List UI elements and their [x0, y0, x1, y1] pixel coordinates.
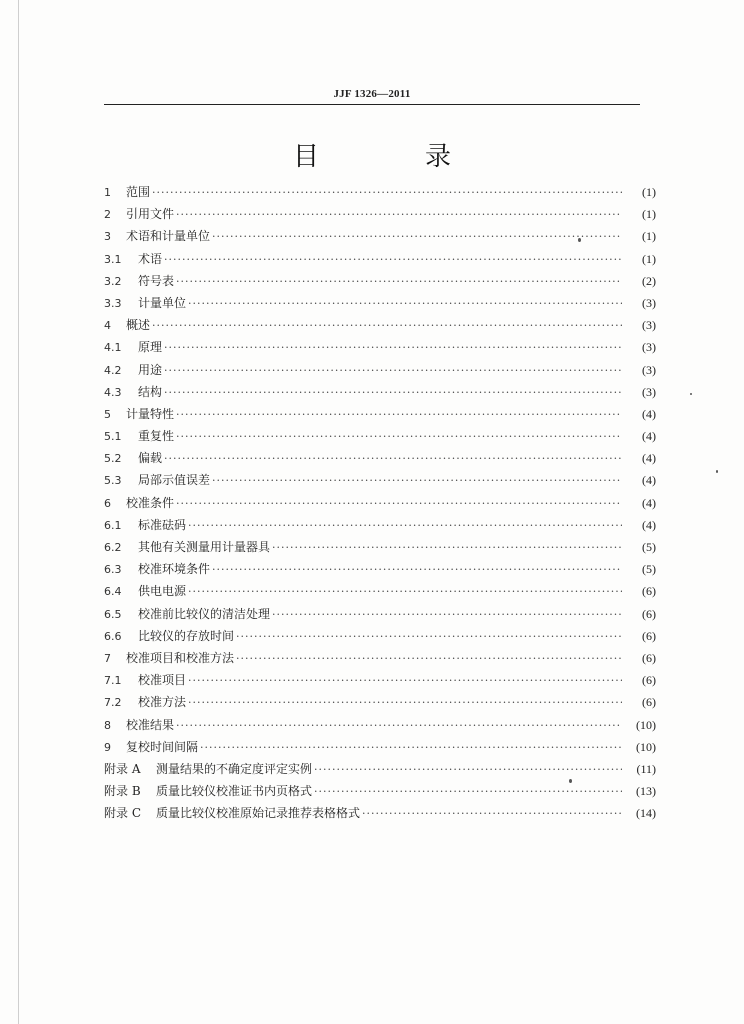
toc-entry-number: 7 — [104, 651, 111, 665]
toc-entry-number: 7.2 — [104, 696, 122, 710]
toc-entry-number: 6.1 — [104, 518, 122, 532]
toc-entry-title: 局部示值误差 — [138, 473, 211, 488]
toc-entry-page: (13) — [636, 784, 656, 799]
toc-entry-number: 3 — [104, 230, 111, 244]
toc-entry — [104, 338, 656, 360]
toc-entry-number: 8 — [104, 718, 111, 732]
toc-entry-page: (5) — [642, 562, 656, 577]
toc-entry-title: 计量特性 — [126, 406, 175, 421]
toc-entry-page: (1) — [642, 251, 656, 266]
toc-entry-title: 偏载 — [138, 451, 163, 466]
toc-entry — [104, 716, 656, 738]
toc-entry-page: (11) — [636, 761, 656, 776]
toc-entry — [104, 294, 656, 316]
toc-entry — [104, 183, 656, 205]
toc-entry-page: (3) — [642, 318, 656, 333]
toc-entry-title: 比较仪的存放时间 — [138, 628, 235, 643]
toc-entry-page: (10) — [636, 739, 656, 754]
toc-entry-number: 3.3 — [104, 296, 122, 310]
toc-dot-leader — [164, 341, 622, 355]
toc-entry-number: 5.2 — [104, 452, 122, 466]
toc-entry-page: (1) — [642, 207, 656, 222]
toc-entry-number: 4.1 — [104, 341, 122, 355]
toc-entry-number: 6.4 — [104, 585, 122, 599]
toc-dot-leader — [212, 230, 622, 244]
toc-entry-number: 3.2 — [104, 274, 122, 288]
toc-entry — [104, 449, 656, 471]
toc-entry-page: (4) — [642, 517, 656, 532]
toc-entry-number: 7.1 — [104, 674, 122, 688]
toc-dot-leader — [164, 386, 622, 400]
toc-dot-leader — [314, 763, 622, 777]
toc-entry — [104, 760, 656, 782]
toc-entry-title: 标准砝码 — [138, 517, 187, 532]
toc-entry — [104, 560, 656, 582]
toc-entry-number: 5 — [104, 407, 111, 421]
toc-entry-page: (3) — [642, 384, 656, 399]
toc-entry-page: (4) — [642, 451, 656, 466]
toc-entry — [104, 383, 656, 405]
toc-entry — [104, 427, 656, 449]
page-title: 目 录 — [292, 142, 491, 172]
toc-entry-number: 附录 C — [104, 806, 141, 821]
toc-entry-title: 校准方法 — [138, 695, 187, 710]
toc-dot-leader — [188, 519, 622, 533]
toc-entry-title: 复校时间间隔 — [126, 739, 199, 754]
toc-entry-number: 附录 A — [104, 761, 141, 776]
toc-dot-leader — [272, 541, 622, 555]
toc-entry-page: (4) — [642, 473, 656, 488]
toc-entry-number: 9 — [104, 740, 111, 754]
toc-entry-number: 6 — [104, 496, 111, 510]
toc-dot-leader — [236, 630, 622, 644]
toc-entry-title: 其他有关测量用计量器具 — [138, 540, 271, 554]
toc-entry-page: (5) — [642, 540, 656, 554]
toc-entry-number: 5.3 — [104, 474, 122, 488]
toc-entry-title: 计量单位 — [138, 295, 187, 310]
toc-entry-page: (10) — [636, 717, 656, 732]
toc-entry-title: 概述 — [126, 318, 151, 333]
toc-entry — [104, 671, 656, 693]
toc-entry — [104, 582, 656, 604]
toc-dot-leader — [176, 497, 622, 511]
toc-dot-leader — [188, 674, 622, 688]
toc-entry-number: 3.1 — [104, 252, 122, 266]
toc-entry-title: 术语和计量单位 — [126, 229, 211, 244]
toc-dot-leader — [188, 696, 622, 710]
toc-dot-leader — [176, 208, 622, 222]
toc-entry — [104, 516, 656, 538]
toc-entry-title: 用途 — [138, 362, 163, 377]
toc-entry-page: (4) — [642, 429, 656, 444]
toc-entry-title: 符号表 — [138, 273, 175, 288]
toc-entry-title: 质量比较仪校准证书内页格式 — [156, 784, 313, 799]
toc-entry-page: (4) — [642, 495, 656, 510]
toc-dot-leader — [212, 563, 622, 577]
toc-entry-number: 6.6 — [104, 629, 122, 643]
toc-entry-page: (6) — [642, 584, 656, 599]
toc-dot-leader — [164, 364, 622, 378]
toc-entry — [104, 250, 656, 272]
toc-entry-title: 校准环境条件 — [138, 562, 211, 577]
toc-entry-number: 6.5 — [104, 607, 122, 621]
toc-dot-leader — [176, 275, 622, 289]
toc-dot-leader — [164, 253, 622, 267]
toc-entry — [104, 782, 656, 804]
toc-entry — [104, 272, 656, 294]
toc-entry-title: 引用文件 — [126, 207, 175, 222]
toc-entry — [104, 205, 656, 227]
toc-entry-title: 结构 — [138, 384, 163, 399]
table-of-contents — [104, 183, 656, 826]
toc-entry-page: (6) — [642, 650, 656, 665]
toc-entry-title: 术语 — [138, 251, 163, 266]
toc-entry — [104, 227, 656, 249]
toc-dot-leader — [188, 297, 622, 311]
toc-entry-page: (1) — [642, 229, 656, 244]
toc-entry — [104, 804, 656, 826]
toc-entry-page: (6) — [642, 628, 656, 643]
toc-entry-number: 1 — [104, 186, 111, 199]
toc-entry-page: (3) — [642, 362, 656, 377]
toc-dot-leader — [176, 719, 622, 733]
scan-speck — [716, 470, 718, 473]
toc-entry — [104, 605, 656, 627]
toc-entry-page: (2) — [642, 273, 656, 288]
toc-dot-leader — [314, 785, 622, 799]
standard-code: JJF 1326—2011 — [333, 88, 411, 100]
toc-dot-leader — [152, 186, 622, 200]
toc-entry — [104, 316, 656, 338]
toc-entry — [104, 538, 656, 560]
toc-entry-title: 校准项目和校准方法 — [126, 650, 235, 665]
toc-entry-number: 6.3 — [104, 563, 122, 577]
toc-entry-title: 重复性 — [138, 429, 175, 444]
toc-entry — [104, 405, 656, 427]
toc-entry-page: (14) — [636, 806, 656, 821]
toc-dot-leader — [272, 608, 622, 622]
toc-entry-number: 4.2 — [104, 363, 122, 377]
toc-dot-leader — [164, 452, 622, 466]
toc-entry-title: 质量比较仪校准原始记录推荐表格格式 — [156, 806, 361, 821]
toc-entry-number: 6.2 — [104, 541, 122, 554]
toc-entry — [104, 627, 656, 649]
header-rule — [104, 104, 640, 105]
toc-entry-page: (3) — [642, 295, 656, 310]
toc-entry-title: 校准条件 — [126, 495, 175, 510]
toc-entry-number: 附录 B — [104, 784, 141, 799]
toc-entry — [104, 494, 656, 516]
toc-dot-leader — [176, 408, 622, 422]
toc-entry-title: 校准结果 — [126, 717, 175, 732]
toc-dot-leader — [362, 807, 622, 821]
toc-entry-number: 5.1 — [104, 430, 122, 444]
toc-dot-leader — [152, 319, 622, 333]
toc-entry-number: 2 — [104, 208, 111, 222]
toc-entry-title: 校准项目 — [138, 673, 187, 688]
toc-entry-title: 校准前比较仪的清洁处理 — [138, 606, 271, 621]
toc-entry-title: 测量结果的不确定度评定实例 — [156, 761, 313, 776]
toc-entry — [104, 471, 656, 493]
toc-entry-title: 原理 — [138, 340, 163, 355]
toc-entry — [104, 693, 656, 715]
toc-entry-page: (1) — [642, 185, 656, 199]
toc-entry-title: 供电电源 — [138, 584, 187, 599]
toc-entry — [104, 649, 656, 671]
toc-dot-leader — [176, 430, 622, 444]
scan-speck — [569, 779, 572, 783]
toc-dot-leader — [200, 741, 622, 755]
toc-entry-page: (6) — [642, 695, 656, 710]
scan-speck — [690, 393, 692, 395]
toc-entry-page: (3) — [642, 340, 656, 355]
toc-dot-leader — [236, 652, 622, 666]
toc-entry-page: (6) — [642, 673, 656, 688]
toc-entry-page: (6) — [642, 606, 656, 621]
toc-dot-leader — [212, 474, 622, 488]
toc-entry-number: 4.3 — [104, 385, 122, 399]
toc-entry-title: 范围 — [126, 185, 151, 199]
toc-entry — [104, 361, 656, 383]
toc-entry-number: 4 — [104, 319, 111, 333]
toc-entry — [104, 738, 656, 760]
toc-dot-leader — [188, 585, 622, 599]
toc-entry-page: (4) — [642, 406, 656, 421]
scan-speck — [578, 238, 581, 242]
